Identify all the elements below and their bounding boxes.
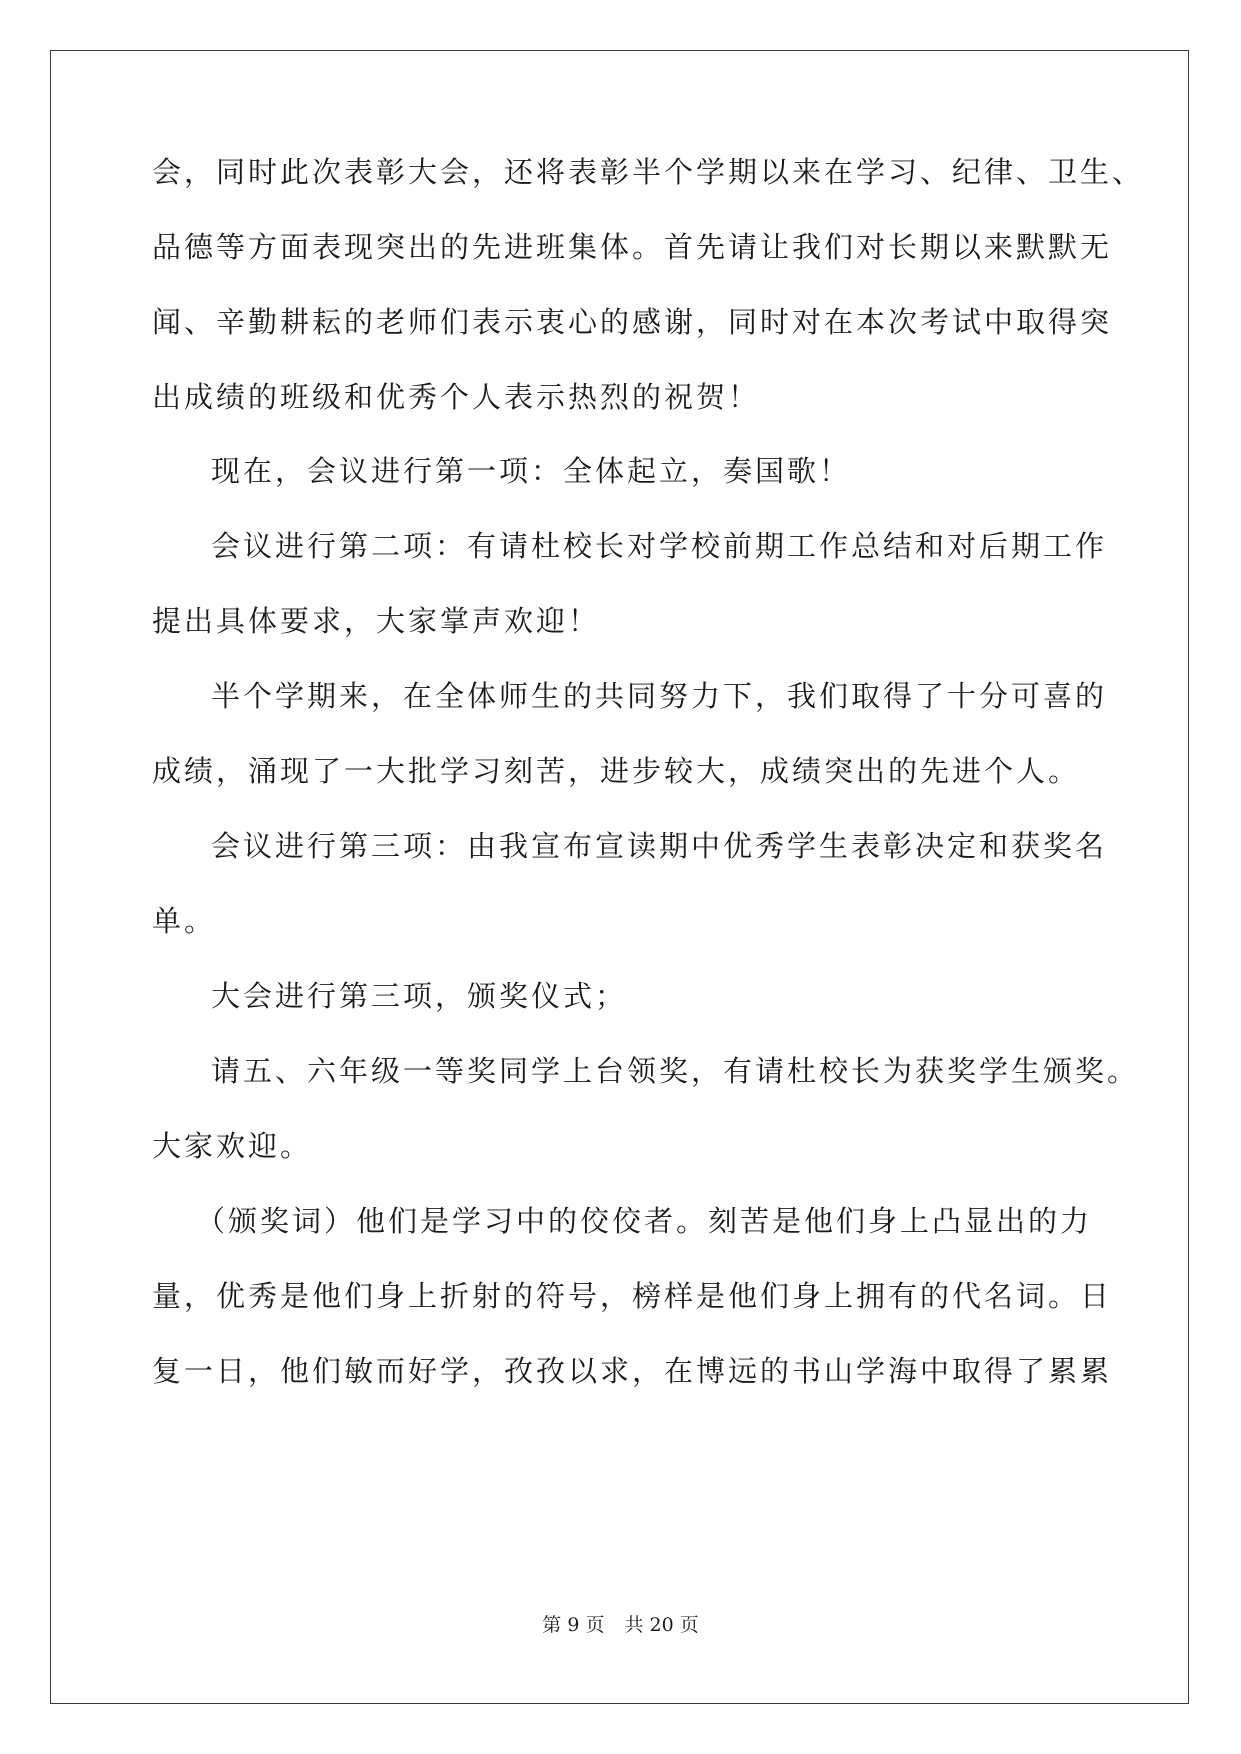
paragraph-line: 请五、六年级一等奖同学上台领奖，有请杜校长为获奖学生颁奖。: [211, 1054, 1140, 1088]
page-number: 第 9 页: [542, 1614, 605, 1636]
page-total: 共 20 页: [624, 1614, 699, 1636]
paragraph-line: 半个学期来，在全体师生的共同努力下，我们取得了十分可喜的: [211, 679, 1108, 713]
body-line: 大家欢迎。: [152, 1129, 313, 1163]
body-line: 单。: [152, 904, 217, 938]
body-line: 提出具体要求，大家掌声欢迎！: [152, 604, 601, 638]
body-line: 量，优秀是他们身上折射的符号，榜样是他们身上拥有的代名词。日: [152, 1279, 1113, 1313]
body-line: 会，同时此次表彰大会，还将表彰半个学期以来在学习、纪律、卫生、: [152, 155, 1145, 189]
paragraph-line: （颁奖词）他们是学习中的佼佼者。刻苦是他们身上凸显出的力: [196, 1204, 1093, 1238]
paragraph-line: 现在，会议进行第一项：全体起立，奏国歌！: [211, 454, 852, 488]
paragraph-line: 会议进行第三项：由我宣布宣读期中优秀学生表彰决定和获奖名: [211, 829, 1108, 863]
body-line: 成绩，涌现了一大批学习刻苦，进步较大，成绩突出的先进个人。: [152, 754, 1081, 788]
body-line: 出成绩的班级和优秀个人表示热烈的祝贺！: [152, 380, 761, 414]
body-line: 复一日，他们敏而好学，孜孜以求，在博远的书山学海中取得了累累: [152, 1354, 1113, 1388]
page-footer: [0, 1613, 1241, 1637]
paragraph-line: 大会进行第三项，颁奖仪式；: [211, 979, 628, 1013]
page-frame: [50, 50, 1189, 1704]
body-line: 品德等方面表现突出的先进班集体。首先请让我们对长期以来默默无: [152, 230, 1113, 264]
paragraph-line: 会议进行第二项：有请杜校长对学校前期工作总结和对后期工作: [211, 529, 1108, 563]
body-line: 闻、辛勤耕耘的老师们表示衷心的感谢，同时对在本次考试中取得突: [152, 305, 1113, 339]
